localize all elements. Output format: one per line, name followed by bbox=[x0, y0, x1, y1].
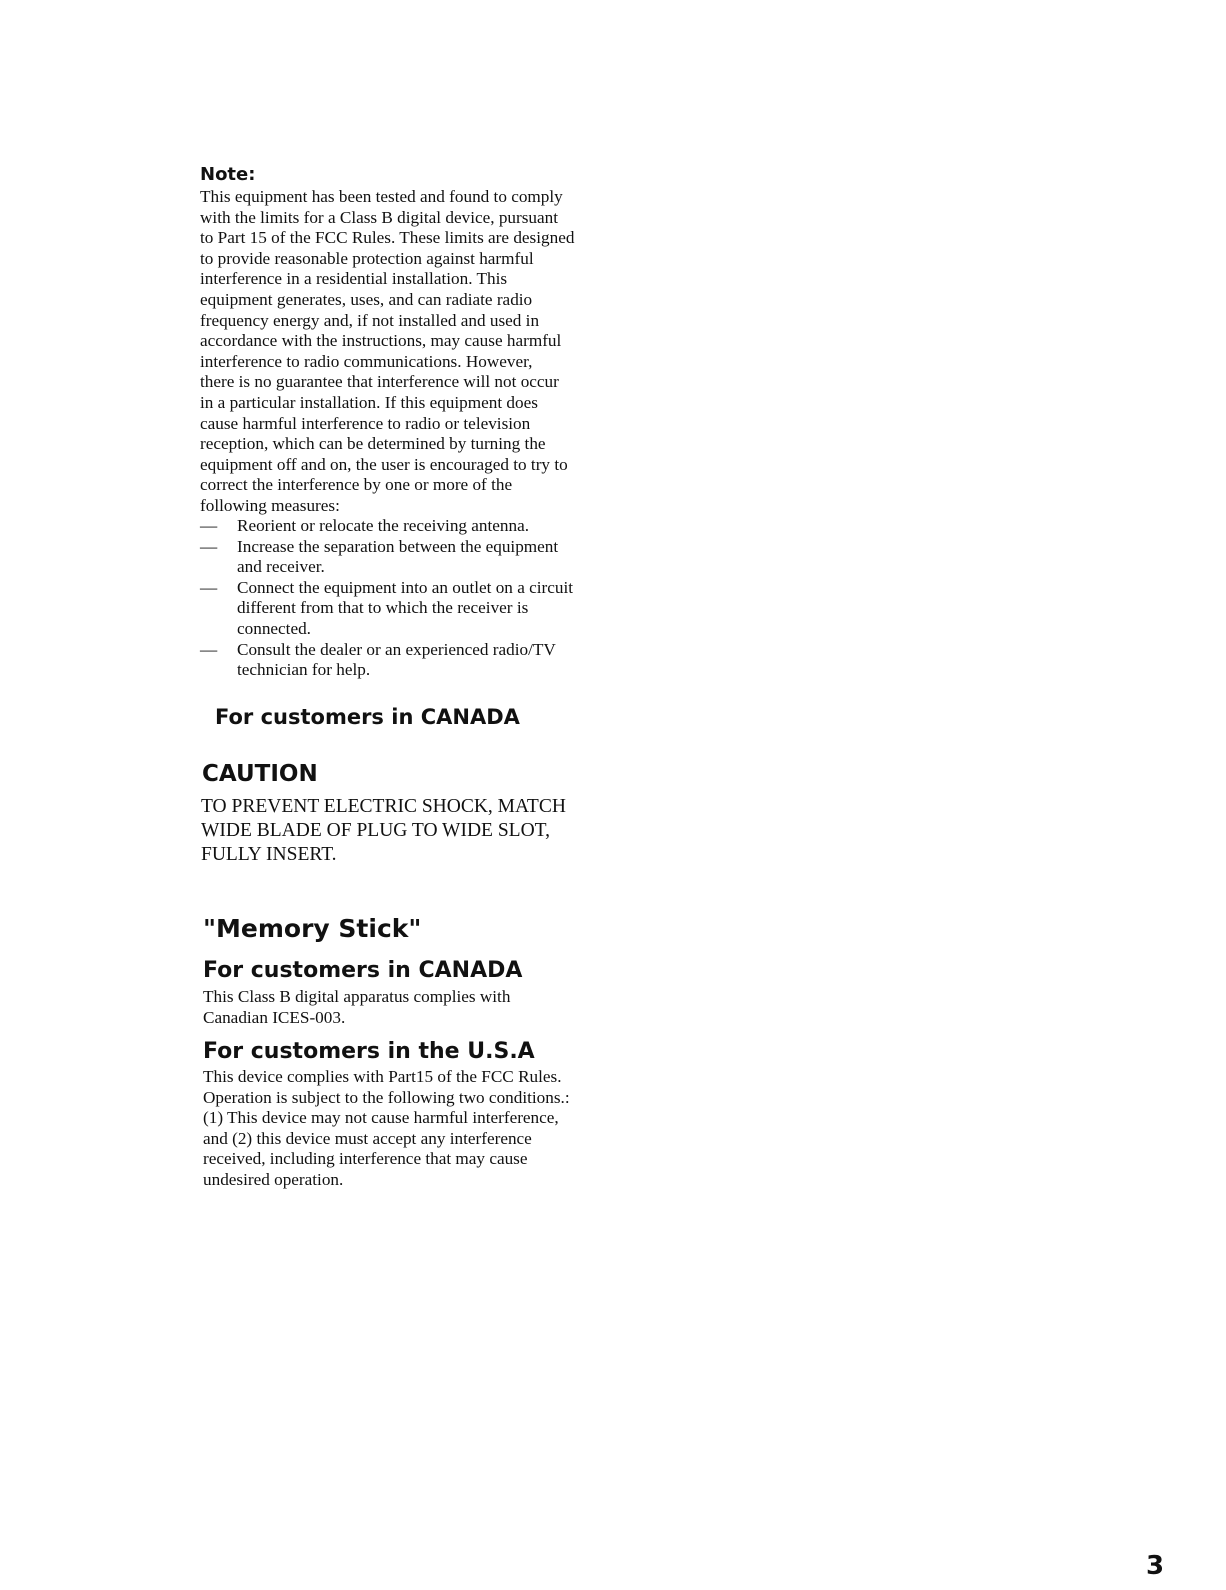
note-body-line: cause harmful interference to radio or television bbox=[200, 413, 531, 433]
list-item-line: technician for help. bbox=[237, 660, 371, 680]
memory-stick-canada-body bbox=[203, 987, 643, 1028]
caution-body bbox=[201, 795, 631, 867]
note-body-line: correct the interference by one or more of the bbox=[200, 475, 513, 495]
note-body-line: interference in a residential installation. This bbox=[200, 269, 508, 289]
usa-body-line: undesired operation. bbox=[203, 1169, 344, 1189]
measures-list bbox=[200, 516, 640, 681]
caution-line: WIDE BLADE OF PLUG TO WIDE SLOT, bbox=[201, 820, 550, 841]
caution-line: TO PREVENT ELECTRIC SHOCK, MATCH bbox=[201, 796, 566, 817]
note-body-line: equipment off and on, the user is encouraged to try to bbox=[200, 454, 568, 474]
list-item-line: Increase the separation between the equipment bbox=[237, 536, 559, 556]
canada-body-line: This Class B digital apparatus complies with bbox=[203, 987, 511, 1006]
caution-heading: CAUTION bbox=[202, 761, 318, 787]
list-item-line: Consult the dealer or an experienced radio/TV bbox=[237, 639, 556, 659]
note-heading: Note: bbox=[200, 164, 256, 185]
list-item-line: and receiver. bbox=[237, 557, 325, 577]
dash-bullet: — bbox=[200, 639, 218, 659]
note-body-line: reception, which can be determined by turning the bbox=[200, 434, 546, 454]
usa-body-line: Operation is subject to the following two conditions.: bbox=[203, 1087, 570, 1107]
memory-stick-canada-heading: For customers in CANADA bbox=[203, 958, 523, 983]
note-body-line: there is no guarantee that interference will not occur bbox=[200, 372, 559, 392]
list-item-line: Reorient or relocate the receiving antenna. bbox=[237, 516, 530, 535]
dash-bullet: — bbox=[200, 577, 218, 597]
list-item bbox=[200, 640, 640, 681]
memory-stick-usa-heading: For customers in the U.S.A bbox=[203, 1039, 535, 1064]
usa-body-line: received, including interference that may cause bbox=[203, 1149, 528, 1169]
dash-bullet: — bbox=[200, 536, 218, 556]
usa-body-line: (1) This device may not cause harmful interference, bbox=[203, 1108, 559, 1128]
memory-stick-usa-body bbox=[203, 1067, 643, 1191]
note-body-line: accordance with the instructions, may cause harmful bbox=[200, 331, 562, 351]
list-item-line: Connect the equipment into an outlet on a circuit bbox=[237, 577, 574, 597]
note-body-line: interference to radio communications. However, bbox=[200, 351, 533, 371]
list-item-line: connected. bbox=[237, 618, 311, 638]
page-number: 3 bbox=[1146, 1551, 1165, 1581]
note-body-line: with the limits for a Class B digital device, pursuant bbox=[200, 207, 559, 227]
usa-body-line: This device complies with Part15 of the FCC Rules. bbox=[203, 1067, 562, 1086]
memory-stick-heading: "Memory Stick" bbox=[203, 914, 422, 943]
note-body-line: to Part 15 of the FCC Rules. These limits are designed bbox=[200, 228, 575, 248]
list-item-line: different from that to which the receiver is bbox=[237, 598, 529, 618]
note-body bbox=[200, 187, 640, 517]
note-body-line: This equipment has been tested and found to comply bbox=[200, 187, 563, 206]
canada-body-line: Canadian ICES-003. bbox=[203, 1007, 346, 1027]
caution-line: FULLY INSERT. bbox=[201, 844, 337, 865]
note-body-line: frequency energy and, if not installed and used in bbox=[200, 310, 540, 330]
dash-bullet: — bbox=[200, 516, 218, 535]
note-body-line: equipment generates, uses, and can radiate radio bbox=[200, 289, 533, 309]
list-item bbox=[200, 578, 640, 640]
note-body-line: to provide reasonable protection against harmful bbox=[200, 248, 534, 268]
canada-section-heading: For customers in CANADA bbox=[215, 705, 520, 729]
list-item bbox=[200, 537, 640, 578]
list-item bbox=[200, 516, 640, 537]
note-body-line: in a particular installation. If this equipment does bbox=[200, 392, 538, 412]
note-body-line: following measures: bbox=[200, 495, 340, 515]
usa-body-line: and (2) this device must accept any interference bbox=[203, 1128, 532, 1148]
